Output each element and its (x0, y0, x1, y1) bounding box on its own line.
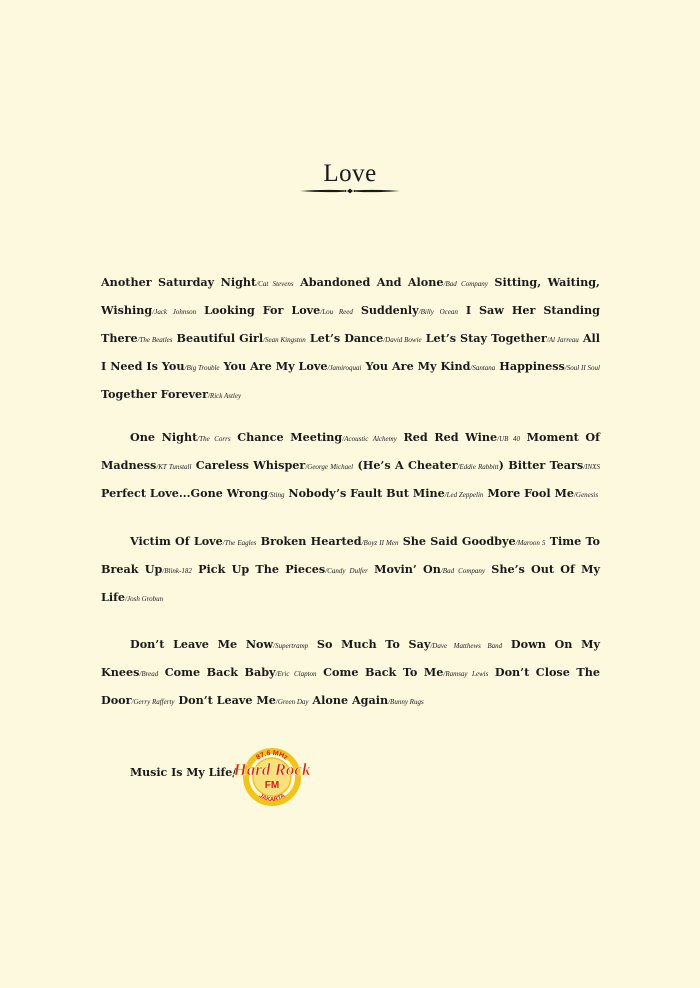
song-entry (178, 693, 308, 707)
song-entry (487, 486, 598, 500)
song-entry (310, 331, 422, 345)
song-artist: /Bad Company (440, 567, 485, 575)
song-entry (165, 665, 317, 679)
song-entry (365, 359, 495, 373)
song-artist: /KT Tunstall (156, 463, 192, 471)
song-entry (403, 534, 546, 548)
song-paragraph-2 (101, 424, 600, 508)
song-artist: /Lou Reed (320, 308, 353, 316)
song-artist: /Josh Grobun (125, 595, 164, 603)
song-artist: /Sting (268, 491, 285, 499)
song-artist: /Bad Company (443, 280, 488, 288)
song-title: Perfect Love...Gone Wrong (101, 486, 269, 500)
song-artist: /Jack Johnson (152, 308, 197, 316)
song-title: (He’s A Cheater (357, 458, 458, 472)
song-title: I Saw Her Standing There (101, 303, 600, 345)
song-artist: /Jamiroquai (327, 364, 362, 372)
song-artist: /Dave Matthews Band (430, 642, 503, 650)
logo-city: JAKARTA (257, 792, 287, 804)
song-artist: /UB 40 (497, 435, 520, 443)
song-artist: /Genesis (573, 491, 599, 499)
song-title: Let’s Dance (309, 331, 384, 345)
song-title: Alone Again (312, 693, 389, 707)
song-entry (323, 665, 488, 679)
song-entry (361, 303, 458, 317)
logo-frequency: 87.6 MHz (255, 749, 289, 762)
song-artist: /George Michael (305, 463, 354, 471)
song-entry (196, 458, 353, 472)
tagline: Music Is My Life/ (130, 766, 237, 779)
song-entry (312, 693, 423, 707)
song-entry (499, 359, 600, 373)
song-artist: /Cat Stevens (256, 280, 294, 288)
song-entry (288, 486, 483, 500)
song-title: Beautiful Girl (176, 331, 264, 345)
song-title: You Are My Kind (365, 359, 471, 373)
song-entry (198, 562, 368, 576)
song-entry (101, 486, 284, 500)
song-entry (224, 359, 362, 373)
song-entry (426, 331, 579, 345)
song-title: Happiness (499, 359, 565, 373)
song-artist: /Led Zeppelin (444, 491, 484, 499)
song-artist: /Gerry Rafferty (131, 698, 175, 706)
song-title: Don’t Leave Me (178, 693, 276, 707)
song-title: Victim Of Love (130, 534, 223, 548)
song-artist: /Eric Clapton (275, 670, 317, 678)
song-title: Let’s Stay Together (425, 331, 547, 345)
song-entry (357, 458, 503, 472)
song-artist: /Supertramp (273, 642, 309, 650)
song-title: Sitting, Waiting, Wishing (101, 275, 600, 317)
song-entry (130, 430, 231, 444)
hard-rock-fm-logo-icon (225, 741, 320, 813)
song-entry (101, 387, 241, 401)
song-entry (261, 534, 399, 548)
logo-brand: Hard Rock (233, 760, 311, 779)
song-artist: /INXS (583, 463, 600, 471)
song-artist: /The Eagles (222, 539, 257, 547)
song-title: One Night (130, 430, 198, 444)
song-artist: /Eddie Rabbitt (457, 463, 499, 471)
song-artist: /Blink-182 (162, 567, 192, 575)
song-title: So Much To Say (316, 637, 431, 651)
song-artist: /David Bowie (383, 336, 422, 344)
song-title: Come Back Baby (164, 665, 276, 679)
song-title: She Said Goodbye (402, 534, 516, 548)
song-title: Bitter Tears (508, 458, 584, 472)
song-title: Looking For Love (204, 303, 321, 317)
song-title: Don’t Close The Door (101, 665, 600, 707)
song-title: Abandoned And Alone (300, 275, 444, 289)
song-artist: /Acoustic Alchemy (342, 435, 397, 443)
song-artist: /Candy Dulfer (325, 567, 368, 575)
logo-band: FM (264, 780, 280, 791)
song-suffix: ) (498, 458, 504, 472)
song-paragraph-3 (101, 528, 600, 612)
song-title: Careless Whisper (195, 458, 306, 472)
song-artist: /The Corrs (197, 435, 231, 443)
song-title: You Are My Love (223, 359, 328, 373)
song-entry (204, 303, 353, 317)
song-entry (177, 331, 306, 345)
song-paragraph-4 (101, 631, 600, 715)
song-title: Suddenly (360, 303, 419, 317)
song-title: Together Forever (101, 387, 208, 401)
song-paragraph-1 (101, 269, 600, 409)
song-title: Come Back To Me (323, 665, 444, 679)
song-title: Nobody’s Fault But Mine (288, 486, 445, 500)
page-title: Love (323, 160, 377, 187)
song-title: Moment Of Madness (101, 430, 600, 472)
song-entry (317, 637, 502, 651)
song-title: All I Need Is You (101, 331, 600, 373)
song-artist: /Bread (139, 670, 159, 678)
song-artist: /Bunny Rugs (388, 698, 424, 706)
song-entry (508, 458, 600, 472)
song-title: More Fool Me (487, 486, 574, 500)
song-artist: /Green Day (275, 698, 309, 706)
song-title: Pick Up The Pieces (198, 562, 326, 576)
song-artist: /Ramsay Lewis (443, 670, 489, 678)
song-entry (130, 637, 308, 651)
song-title: She’s Out Of My Life (101, 562, 600, 604)
song-title: Time To Break Up (101, 534, 600, 576)
song-title: Another Saturday Night (101, 275, 257, 289)
song-entry (130, 534, 256, 548)
song-title: Down On My Knees (101, 637, 601, 679)
song-artist: /Billy Ocean (418, 308, 458, 316)
song-title: Don’t Leave Me Now (130, 637, 274, 651)
song-entry (403, 430, 519, 444)
song-title: Movin’ On (374, 562, 441, 576)
song-artist: /Big Trouble (184, 364, 220, 372)
song-artist: /Soul II Soul (564, 364, 600, 372)
song-artist: /The Beatles (137, 336, 173, 344)
song-artist: /Boyz II Men (361, 539, 399, 547)
song-artist: /Maroon 5 (515, 539, 546, 547)
song-artist: /Santana (470, 364, 496, 372)
song-entry (374, 562, 485, 576)
ornamental-divider-icon (300, 186, 400, 196)
song-artist: /Al Jarreau (546, 336, 579, 344)
song-artist: /Sean Kingston (263, 336, 306, 344)
song-artist: /Rick Astley (207, 392, 242, 400)
song-title: Broken Hearted (260, 534, 362, 548)
song-entry (101, 275, 294, 289)
song-entry (300, 275, 488, 289)
song-title: Chance Meeting (237, 430, 343, 444)
song-entry (237, 430, 397, 444)
song-title: Red Red Wine (403, 430, 498, 444)
